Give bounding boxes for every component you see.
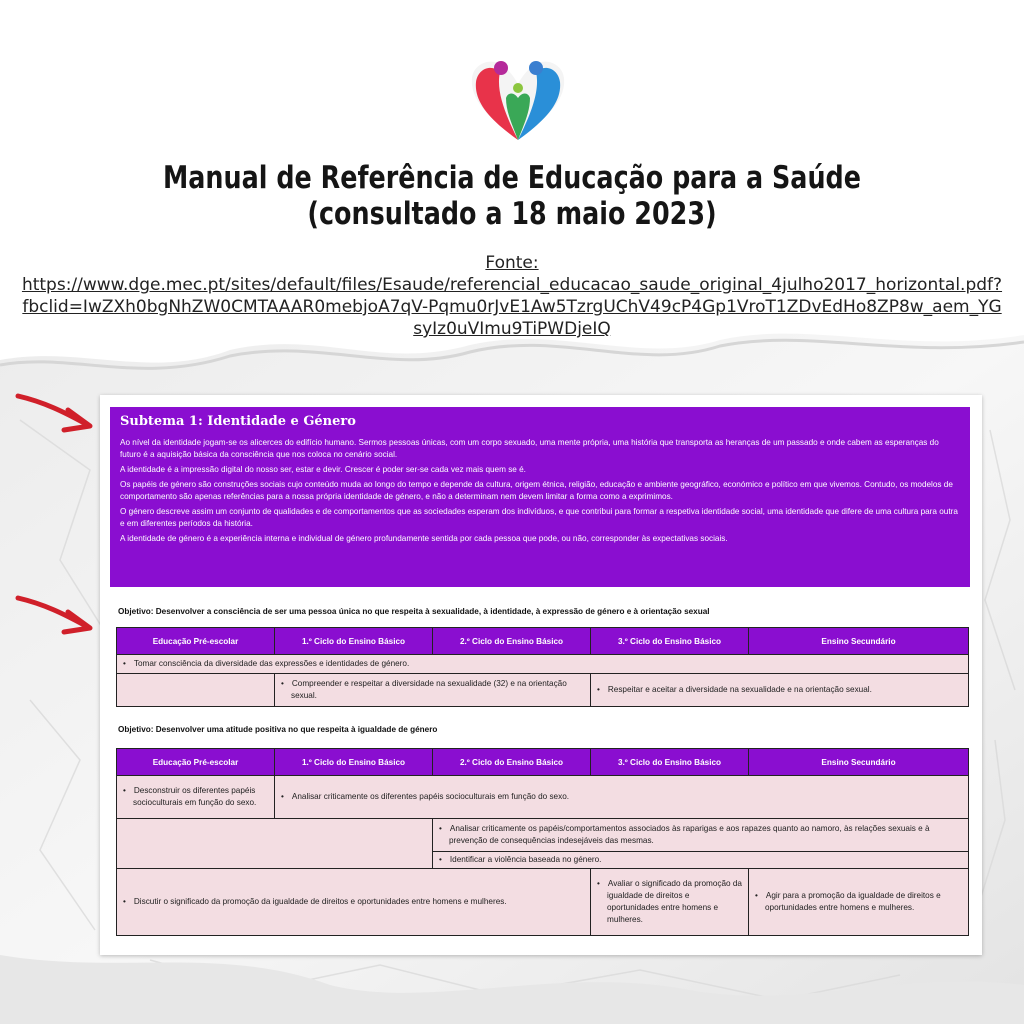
table-cell [591, 869, 749, 936]
table-cell [117, 655, 969, 674]
subtheme-paragraph: Ao nível da identidade jogam-se os alicerces do edifício humano. Sermos pessoas únicas, com um corpo sexuado, uma mente própria, uma história que transporta as heranças de um passado e onde cabem as esperanças do futuro é a aquisição básica da consciência que nos coloca no cenário social. [120, 438, 939, 459]
column-header: Educação Pré-escolar [117, 749, 275, 776]
objective-1-heading: Objetivo: Desenvolver a consciência de ser uma pessoa única no que respeita à sexualidade, à identidade, à expressão de género e à orientação sexual [118, 607, 710, 616]
column-header: 3.º Ciclo do Ensino Básico [591, 749, 749, 776]
page-title [92, 160, 932, 232]
red-arrow-icon [14, 388, 94, 438]
bullet-text: • Compreender e respeitar a diversidade na sexualidade (32) e na orientação sexual. [281, 678, 584, 702]
subtheme-paragraph: Os papéis de género são construções sociais cujo conteúdo muda ao longo do tempo e depende da cultura, origem étnica, religião, educação e ambiente geográfico, económico e político em que vivemos. Contudo, os modelos de comportamento são apenas referências para a nossa própria identidade de género, e não a determinam nem devem limitar a forma como a exprimimos. [120, 480, 953, 501]
bullet-text: • Identificar a violência baseada no género. [439, 854, 962, 866]
bullet-text: • Analisar criticamente os diferentes papéis socioculturais em função do sexo. [281, 791, 962, 803]
table-cell-empty [117, 674, 275, 707]
objective-2-table [116, 748, 969, 936]
subtheme-title: Subtema 1: Identidade e Género [120, 414, 356, 429]
table-cell [117, 869, 591, 936]
red-arrow-icon [14, 590, 94, 640]
bullet-text: • Tomar consciência da diversidade das expressões e identidades de género. [123, 658, 962, 670]
table-row [117, 674, 969, 707]
objective-2-heading: Objetivo: Desenvolver uma atitude positiva no que respeita à igualdade de género [118, 725, 438, 734]
column-header: Ensino Secundário [749, 628, 969, 655]
table-row [117, 655, 969, 674]
table-cell [275, 776, 969, 819]
column-header: 2.º Ciclo do Ensino Básico [433, 628, 591, 655]
subtheme-paragraph: A identidade de género é a experiência interna e individual de género profundamente sentida por cada pessoa que pode, ou não, corresponder às expectativas sociais. [120, 534, 728, 543]
subtheme-paragraph: A identidade é a impressão digital do nosso ser, estar e devir. Crescer é poder ser-se cada vez mais quem se é. [120, 465, 526, 474]
column-header: 2.º Ciclo do Ensino Básico [433, 749, 591, 776]
subtheme-paragraph: O género descreve assim um conjunto de qualidades e de comportamentos que as sociedades esperam dos indivíduos, e que contribui para formar a respetiva identidade social, uma identidade que difere de uma cultura para outra e em diferentes períodos da história. [120, 507, 958, 528]
table-cell [117, 776, 275, 819]
column-header: 1.º Ciclo do Ensino Básico [275, 749, 433, 776]
source-label: Fonte: [485, 253, 539, 273]
source-url-link[interactable]: https://www.dge.mec.pt/sites/default/files/Esaude/referencial_educacao_saude_original_4julho2017_horizontal.pdf?fbclid=IwZXh0bgNhZW0CMTAAAR0mebjoA7qV-Pqmu0rJvE1Aw5TzrgUChV49cP4Gp1VroT1ZDvEdHo8ZP8w_aem_YGsyIz0uVImu9TiPWDjeIQ [21, 275, 1003, 339]
heart-family-logo [466, 54, 570, 142]
table-cell [433, 852, 969, 869]
bullet-text: • Avaliar o significado da promoção da igualdade de direitos e oportunidades entre homens e mulheres. [597, 878, 742, 926]
table-row [117, 819, 969, 852]
bullet-text: • Agir para a promoção da igualdade de direitos e oportunidades entre homens e mulheres. [755, 890, 962, 914]
column-header: Ensino Secundário [749, 749, 969, 776]
bullet-text: • Discutir o significado da promoção da igualdade de direitos e oportunidades entre homens e mulheres. [123, 896, 584, 908]
document-excerpt [100, 395, 982, 955]
table-cell [591, 674, 969, 707]
table-row [117, 869, 969, 936]
table-cell [749, 869, 969, 936]
title-line-1: Manual de Referência de Educação para a Saúde [162, 160, 861, 196]
bullet-text: • Desconstruir os diferentes papéis socioculturais em função do sexo. [123, 785, 268, 809]
bullet-text: • Analisar criticamente os papéis/comportamentos associados às raparigas e aos rapazes quanto ao namoro, às relações sexuais e à prevenção de consequências indesejáveis das mesmas. [439, 823, 962, 847]
table-header-row [117, 628, 969, 655]
table-header-row [117, 749, 969, 776]
column-header: 3.º Ciclo do Ensino Básico [591, 628, 749, 655]
bullet-text: • Respeitar e aceitar a diversidade na sexualidade e na orientação sexual. [597, 684, 962, 696]
title-line-2: (consultado a 18 maio 2023) [307, 196, 717, 232]
table-cell [433, 819, 969, 852]
column-header: Educação Pré-escolar [117, 628, 275, 655]
table-cell-empty [117, 819, 433, 869]
objective-1-table [116, 627, 969, 707]
column-header: 1.º Ciclo do Ensino Básico [275, 628, 433, 655]
subtheme-box [110, 407, 970, 587]
table-cell [275, 674, 591, 707]
table-row [117, 776, 969, 819]
